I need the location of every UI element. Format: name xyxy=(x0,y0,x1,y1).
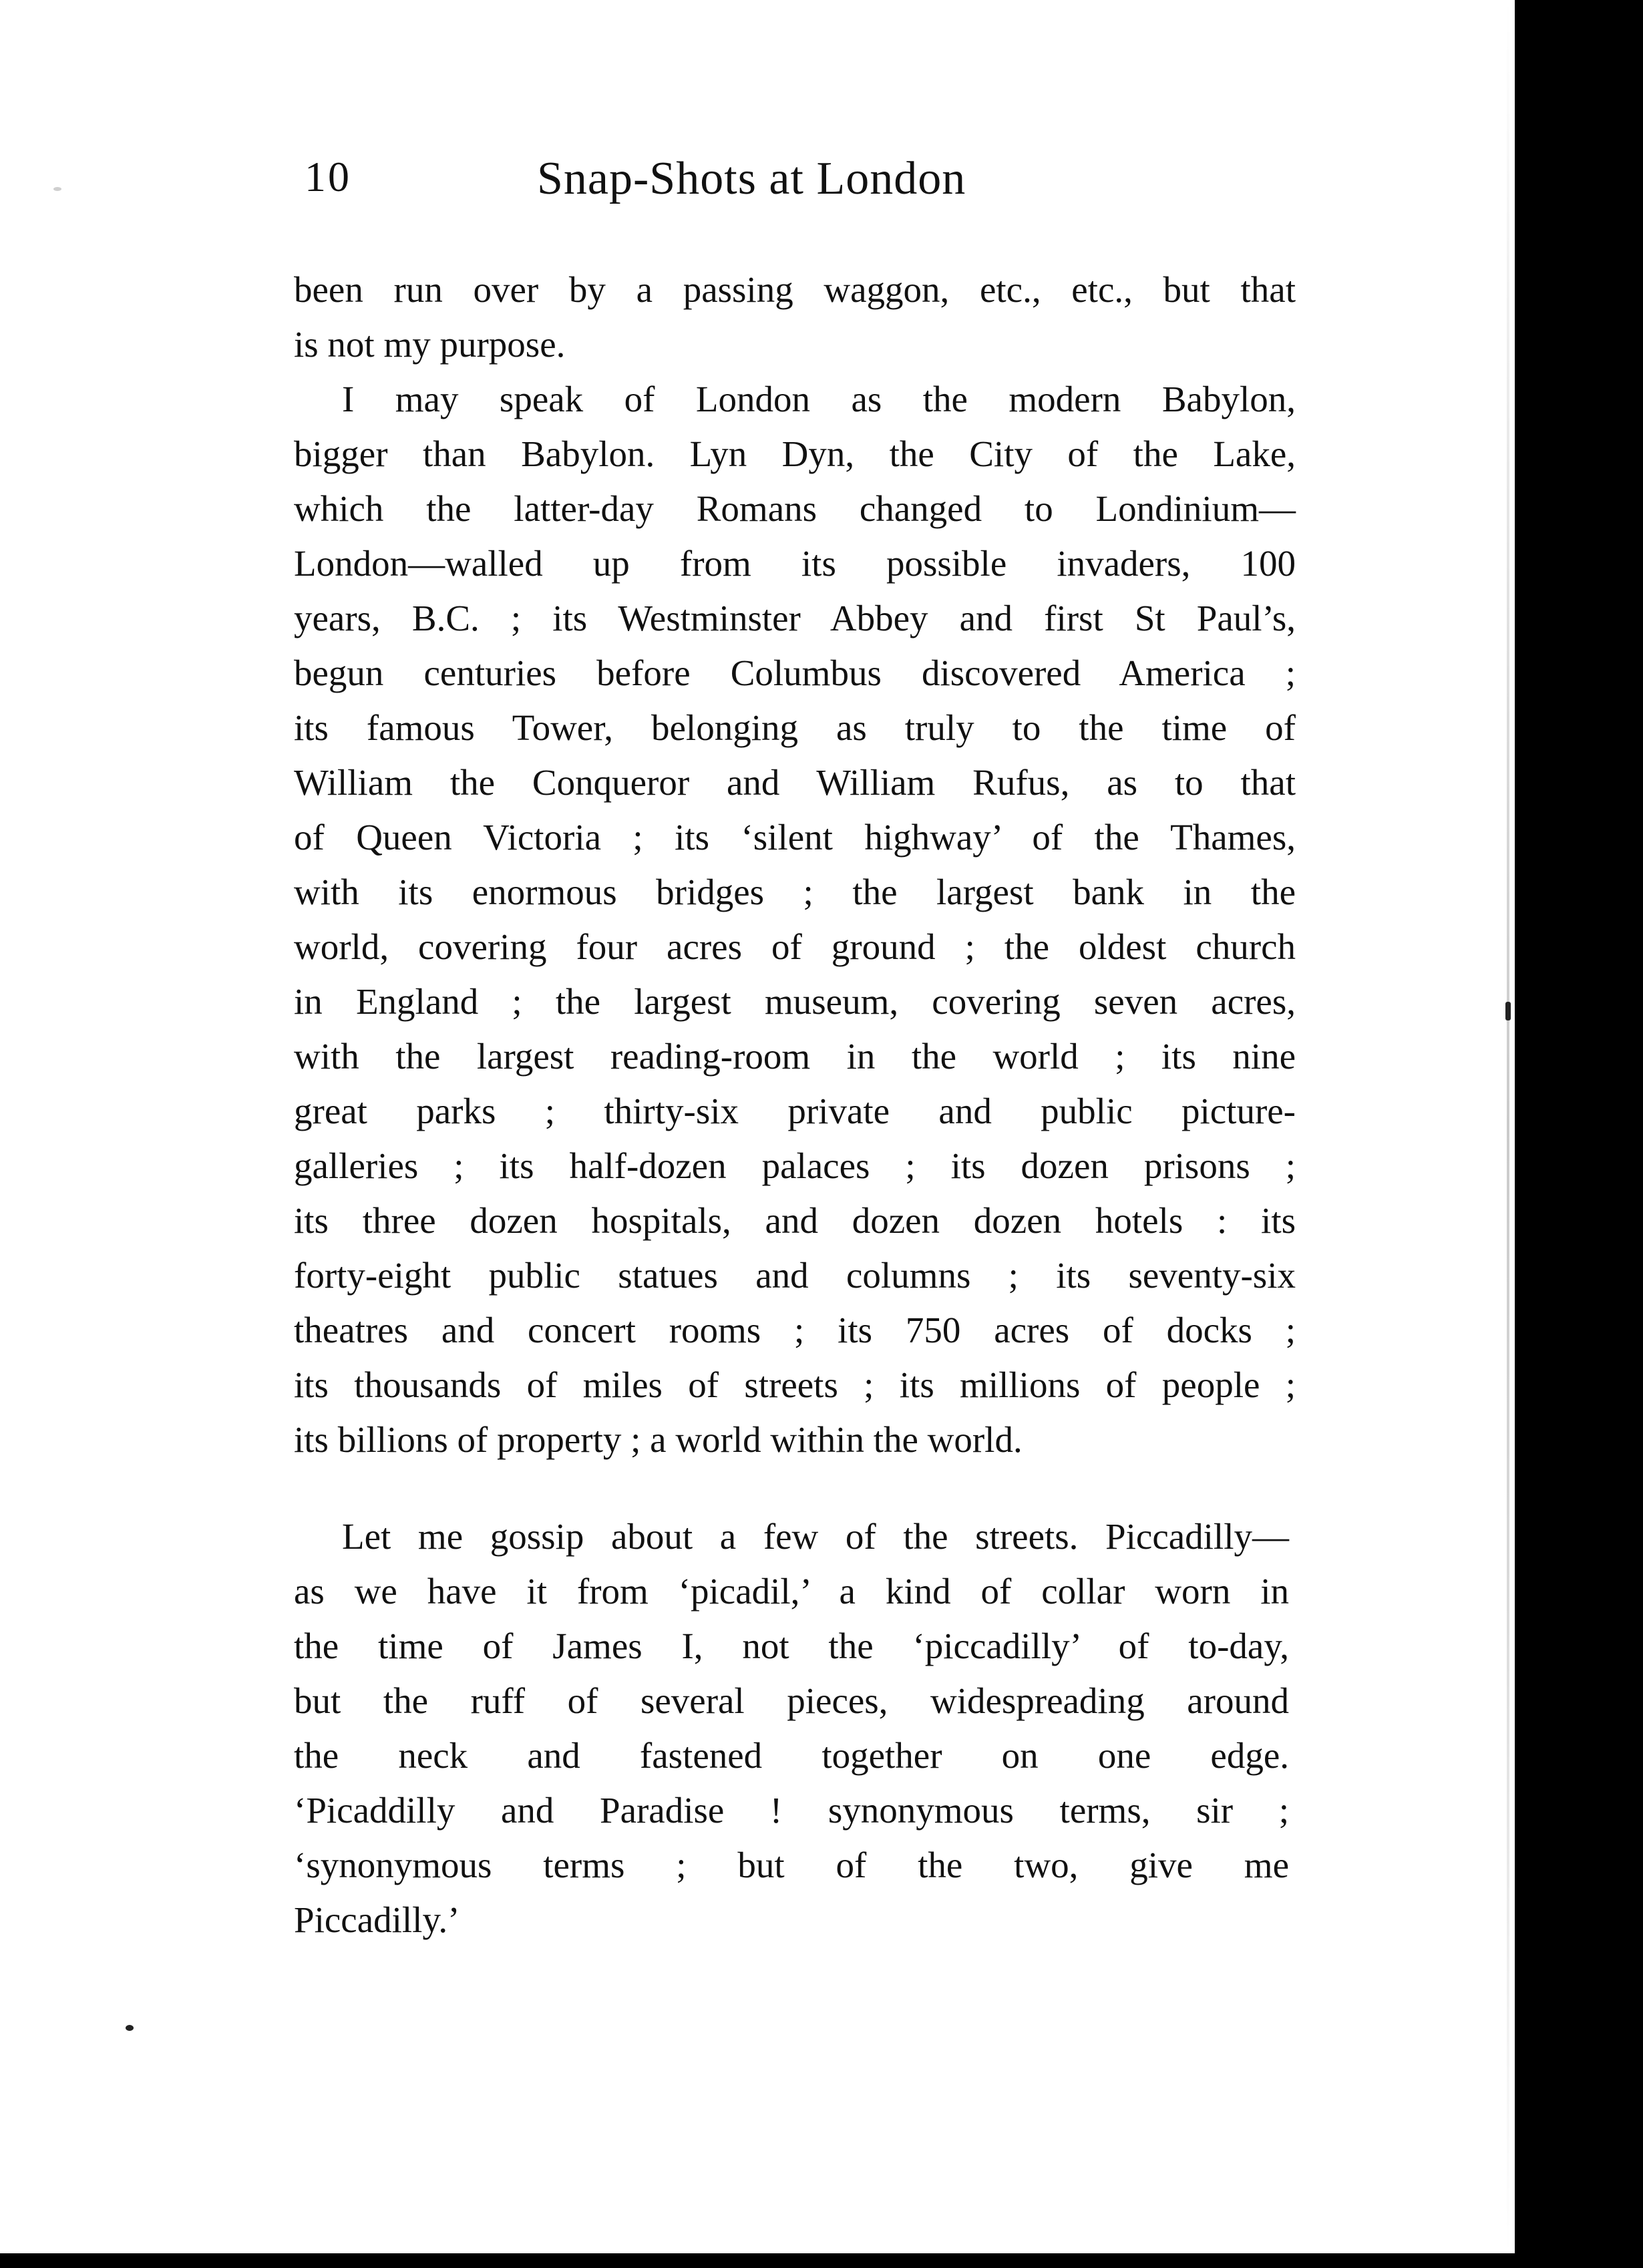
text-line: the neck and fastened together on one edge. xyxy=(294,1735,1289,1776)
scan-edge-bottom xyxy=(0,2253,1643,2268)
text-line: London—walled up from its possible invaders, 100 xyxy=(294,543,1296,584)
text-line: ‘Picaddilly and Paradise ! synonymous terms, sir ; xyxy=(294,1790,1289,1831)
text-line: Let me gossip about a few of the streets. Piccadilly— xyxy=(342,1516,1289,1557)
scan-edge-right xyxy=(1515,0,1643,2268)
text-line: its famous Tower, belonging as truly to the time of xyxy=(294,707,1296,748)
speck xyxy=(53,187,61,191)
text-line: with its enormous bridges ; the largest bank in the xyxy=(294,872,1296,912)
text-line: as we have it from ‘picadil,’ a kind of collar worn in xyxy=(294,1571,1289,1612)
paragraph-2 xyxy=(294,1509,1289,1947)
speck xyxy=(1505,1002,1511,1020)
text-line: been run over by a passing waggon, etc., etc., but that xyxy=(294,269,1296,310)
speck xyxy=(126,2025,134,2031)
page-header xyxy=(305,152,1286,212)
text-line: forty-eight public statues and columns ; its seventy-six xyxy=(294,1255,1296,1296)
text-line: William the Conqueror and William Rufus, as to that xyxy=(294,762,1296,803)
text-line: its billions of property ; a world within the world. xyxy=(294,1419,1023,1460)
paragraph-1 xyxy=(294,262,1296,1467)
text-line: which the latter-day Romans changed to Londinium— xyxy=(294,488,1296,529)
text-line: with the largest reading-room in the world ; its nine xyxy=(294,1036,1296,1077)
text-line: of Queen Victoria ; its ‘silent highway’ of the Thames, xyxy=(294,817,1296,858)
text-line: Piccadilly.’ xyxy=(294,1899,460,1940)
text-line: is not my purpose. xyxy=(294,324,566,365)
text-line: world, covering four acres of ground ; the oldest church xyxy=(294,926,1296,967)
text-line: theatres and concert rooms ; its 750 acres of docks ; xyxy=(294,1310,1296,1350)
text-line: but the ruff of several pieces, widespreading around xyxy=(294,1680,1289,1721)
text-line: ‘synonymous terms ; but of the two, give me xyxy=(294,1845,1289,1885)
page-crease xyxy=(1507,0,1509,2253)
page-number: 10 xyxy=(305,153,351,200)
text-line: begun centuries before Columbus discovered America ; xyxy=(294,652,1296,693)
text-line: years, B.C. ; its Westminster Abbey and first St Paul’s, xyxy=(294,598,1296,638)
running-title: Snap-Shots at London xyxy=(537,153,966,204)
text-line: its three dozen hospitals, and dozen dozen hotels : its xyxy=(294,1200,1296,1241)
text-line: the time of James I, not the ‘piccadilly’ of to-day, xyxy=(294,1626,1289,1666)
text-line: in England ; the largest museum, covering seven acres, xyxy=(294,981,1296,1022)
text-line: galleries ; its half-dozen palaces ; its dozen prisons ; xyxy=(294,1145,1296,1186)
text-line: great parks ; thirty-six private and public picture- xyxy=(294,1091,1296,1131)
text-line: I may speak of London as the modern Babylon, xyxy=(342,379,1296,419)
text-line: its thousands of miles of streets ; its millions of people ; xyxy=(294,1364,1296,1405)
text-line: bigger than Babylon. Lyn Dyn, the City of the Lake, xyxy=(294,433,1296,474)
